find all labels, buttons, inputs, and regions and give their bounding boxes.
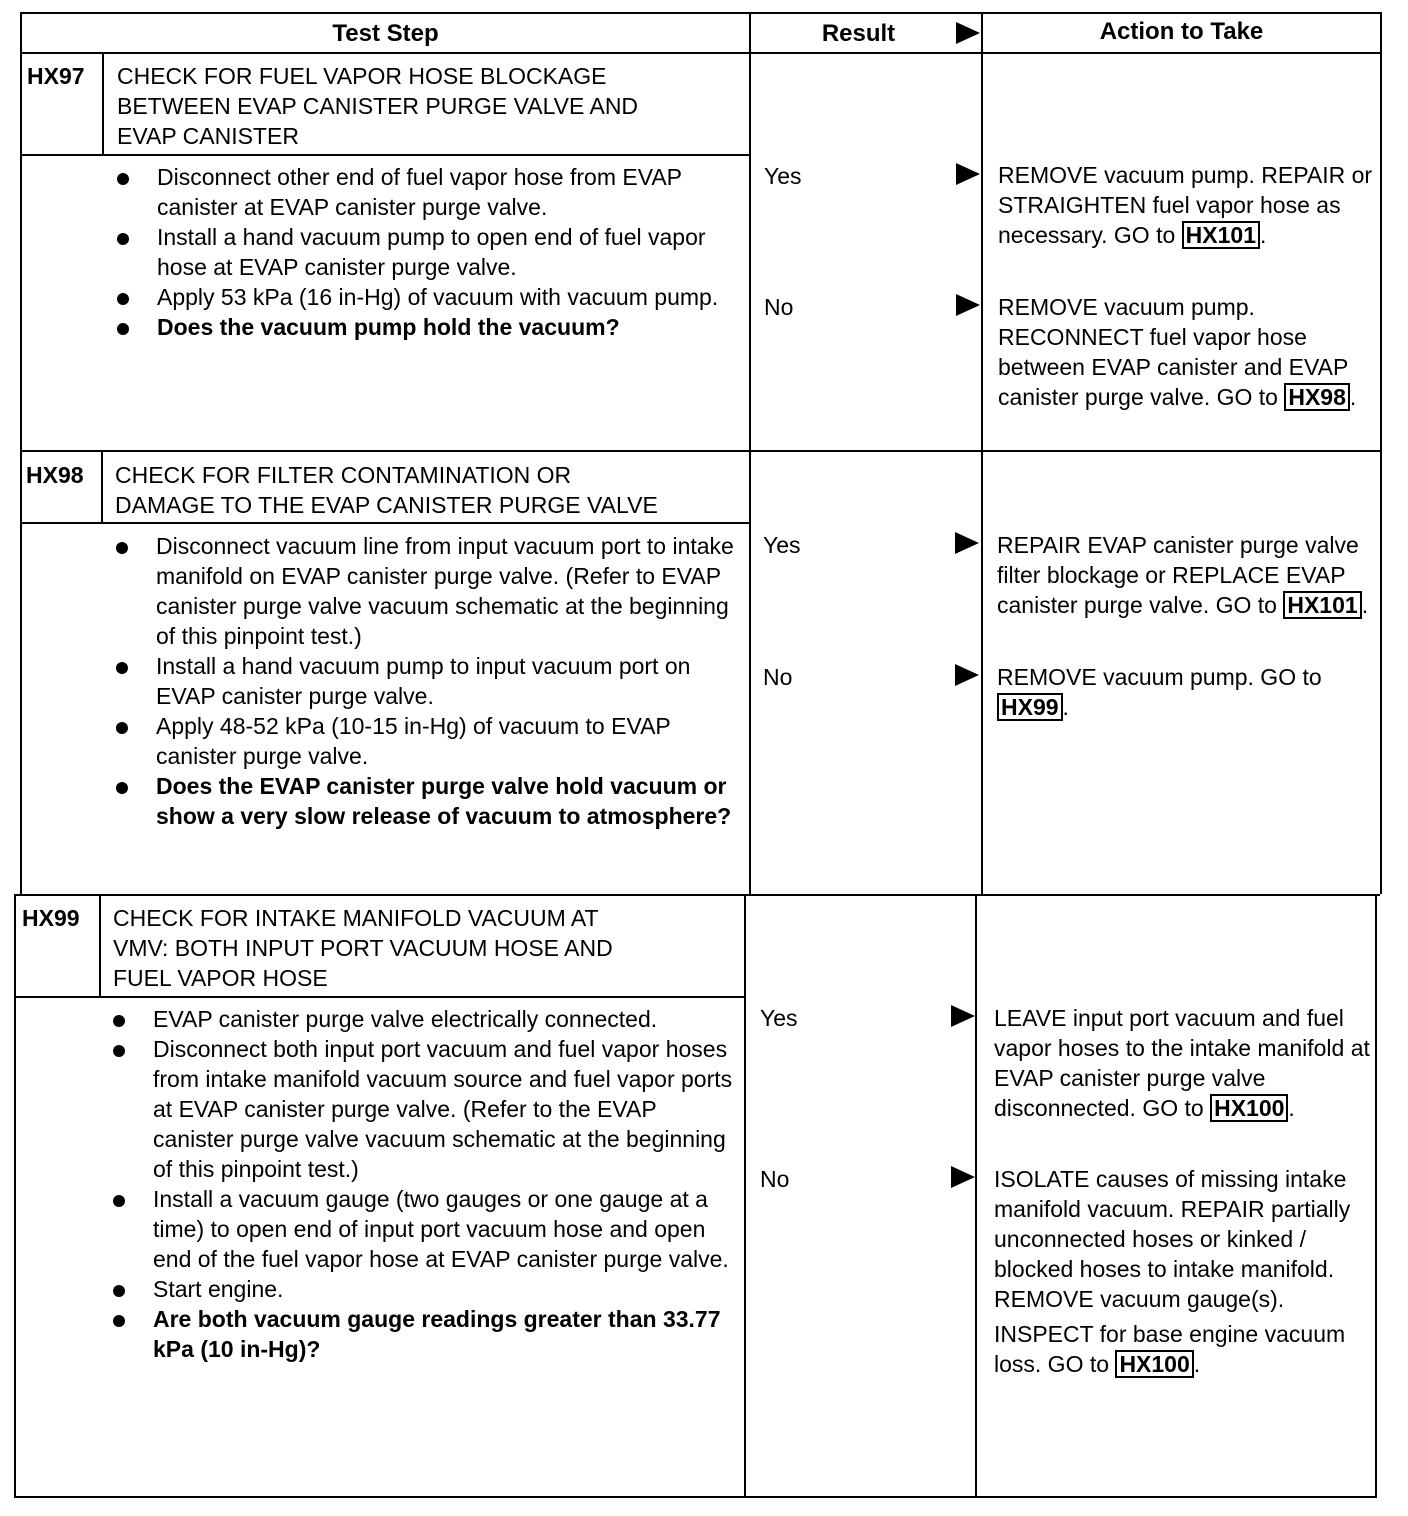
column-divider-result-lower bbox=[744, 894, 746, 1498]
instruction-question: Does the EVAP canister purge valve hold vacuum or show a very slow release of vacuum to atmosphere? bbox=[116, 771, 738, 831]
table-border-right-lower bbox=[1375, 894, 1377, 1498]
step-title: CHECK FOR INTAKE MANIFOLD VACUUM AT VMV: BOTH INPUT PORT VACUUM HOSE AND FUEL VAPOR HOSE bbox=[113, 905, 613, 991]
instruction-item: Disconnect other end of fuel vapor hose from EVAP canister at EVAP canister purge valve. bbox=[117, 162, 737, 222]
arrow-icon bbox=[955, 532, 979, 554]
step-instructions bbox=[117, 162, 737, 342]
instruction-question: Does the vacuum pump hold the vacuum? bbox=[117, 312, 737, 342]
table-border-left bbox=[20, 12, 22, 894]
bullet-icon bbox=[113, 1315, 125, 1327]
table-border-top bbox=[20, 12, 1382, 14]
row-divider-1 bbox=[20, 450, 1382, 452]
bullet-icon bbox=[117, 233, 129, 245]
bullet-icon bbox=[113, 1195, 125, 1207]
instruction-item: Apply 53 kPa (16 in-Hg) of vacuum with vacuum pump. bbox=[117, 282, 737, 312]
arrow-icon bbox=[956, 163, 980, 185]
bullet-icon bbox=[116, 542, 128, 554]
no-action: REMOVE vacuum pump. RECONNECT fuel vapor hose between EVAP canister and EVAP canister purge valve. GO to HX98 . bbox=[998, 294, 1357, 410]
bullet-icon bbox=[116, 722, 128, 734]
step-title: CHECK FOR FUEL VAPOR HOSE BLOCKAGE BETWEEN EVAP CANISTER PURGE VALVE AND EVAP CANISTER bbox=[117, 63, 639, 149]
arrow-icon bbox=[956, 294, 980, 316]
hx97-title-divider bbox=[20, 154, 751, 156]
step-reference-link[interactable]: HX99 bbox=[997, 693, 1063, 721]
arrow-icon bbox=[951, 1005, 975, 1027]
header-arrow-icon bbox=[956, 22, 980, 44]
step-id: HX97 bbox=[27, 63, 85, 89]
hx99-title-divider bbox=[15, 996, 746, 998]
instruction-item: Disconnect vacuum line from input vacuum port to intake manifold on EVAP canister purge valve. (Refer to EVAP canister purge valve vacuum schematic at the beginning of this pinpoint test.) bbox=[116, 531, 738, 651]
header-test-step: Test Step bbox=[332, 20, 439, 47]
instruction-item: Disconnect both input port vacuum and fuel vapor hoses from intake manifold vacuum source and fuel vapor ports at EVAP canister purge valve. (Refer to the EVAP canister purge valve vacuum schematic at the beginning of this pinpoint test.) bbox=[113, 1034, 735, 1184]
instruction-item: EVAP canister purge valve electrically connected. bbox=[113, 1004, 735, 1034]
step-title: CHECK FOR FILTER CONTAMINATION OR DAMAGE TO THE EVAP CANISTER PURGE VALVE bbox=[115, 462, 658, 518]
yes-action: LEAVE input port vacuum and fuel vapor hoses to the intake manifold at EVAP canister purge valve disconnected. GO to HX100 . bbox=[994, 1005, 1370, 1121]
bullet-icon bbox=[117, 323, 129, 335]
column-divider-result bbox=[749, 12, 751, 894]
row-divider-2 bbox=[15, 894, 1380, 896]
step-reference-link[interactable]: HX98 bbox=[1284, 383, 1350, 411]
step-reference-link[interactable]: HX100 bbox=[1210, 1094, 1288, 1122]
result-yes: Yes bbox=[760, 1005, 798, 1031]
instruction-item: Install a hand vacuum pump to input vacuum port on EVAP canister purge valve. bbox=[116, 651, 738, 711]
hx97-id-divider bbox=[102, 52, 104, 154]
instruction-item: Install a vacuum gauge (two gauges or one gauge at a time) to open end of input port vacuum hose and open end of the fuel vapor hose at EVAP canister purge valve. bbox=[113, 1184, 735, 1274]
instruction-question: Are both vacuum gauge readings greater than 33.77 kPa (10 in-Hg)? bbox=[113, 1304, 735, 1364]
bullet-icon bbox=[116, 782, 128, 794]
no-action: ISOLATE causes of missing intake manifold vacuum. REPAIR partially unconnected hoses or kinked / blocked hoses to intake manifold. REMOVE vacuum gauge(s). INSPECT for base engine vacuum loss. GO to HX100 . bbox=[994, 1166, 1351, 1377]
step-id: HX99 bbox=[22, 905, 80, 931]
instruction-item: Start engine. bbox=[113, 1274, 735, 1304]
step-reference-link[interactable]: HX101 bbox=[1182, 221, 1260, 249]
header-result: Result bbox=[821, 20, 896, 47]
bullet-icon bbox=[117, 173, 129, 185]
result-no: No bbox=[764, 294, 794, 320]
table-border-left-lower bbox=[14, 894, 16, 1498]
header-action: Action to Take bbox=[1099, 18, 1264, 45]
table-border-right bbox=[1380, 12, 1382, 894]
step-reference-link[interactable]: HX100 bbox=[1115, 1350, 1193, 1378]
result-yes: Yes bbox=[763, 532, 801, 558]
table-border-bottom bbox=[14, 1496, 1376, 1498]
arrow-icon bbox=[955, 664, 979, 686]
result-no: No bbox=[760, 1166, 790, 1192]
bullet-icon bbox=[113, 1015, 125, 1027]
result-no: No bbox=[763, 664, 793, 690]
arrow-icon bbox=[951, 1166, 975, 1188]
yes-action: REMOVE vacuum pump. REPAIR or STRAIGHTEN fuel vapor hose as necessary. GO to HX101 . bbox=[998, 162, 1373, 248]
bullet-icon bbox=[116, 662, 128, 674]
instruction-item: Apply 48-52 kPa (10-15 in-Hg) of vacuum to EVAP canister purge valve. bbox=[116, 711, 738, 771]
step-instructions bbox=[116, 531, 738, 831]
bullet-icon bbox=[113, 1045, 125, 1057]
column-divider-action-lower bbox=[975, 894, 977, 1498]
yes-action: REPAIR EVAP canister purge valve filter blockage or REPLACE EVAP canister purge valve. GO to HX101 . bbox=[997, 532, 1369, 618]
hx98-title-divider bbox=[20, 522, 751, 524]
step-id: HX98 bbox=[26, 462, 84, 488]
bullet-icon bbox=[117, 293, 129, 305]
step-reference-link[interactable]: HX101 bbox=[1283, 591, 1361, 619]
instruction-item: Install a hand vacuum pump to open end of fuel vapor hose at EVAP canister purge valve. bbox=[117, 222, 737, 282]
step-instructions bbox=[113, 1004, 735, 1364]
header-divider bbox=[20, 52, 1382, 54]
hx98-id-divider bbox=[101, 450, 103, 522]
bullet-icon bbox=[113, 1285, 125, 1297]
result-yes: Yes bbox=[764, 163, 802, 189]
column-divider-action bbox=[981, 12, 983, 894]
no-action: REMOVE vacuum pump. GO to HX99 . bbox=[997, 664, 1322, 720]
hx99-id-divider bbox=[99, 894, 101, 996]
